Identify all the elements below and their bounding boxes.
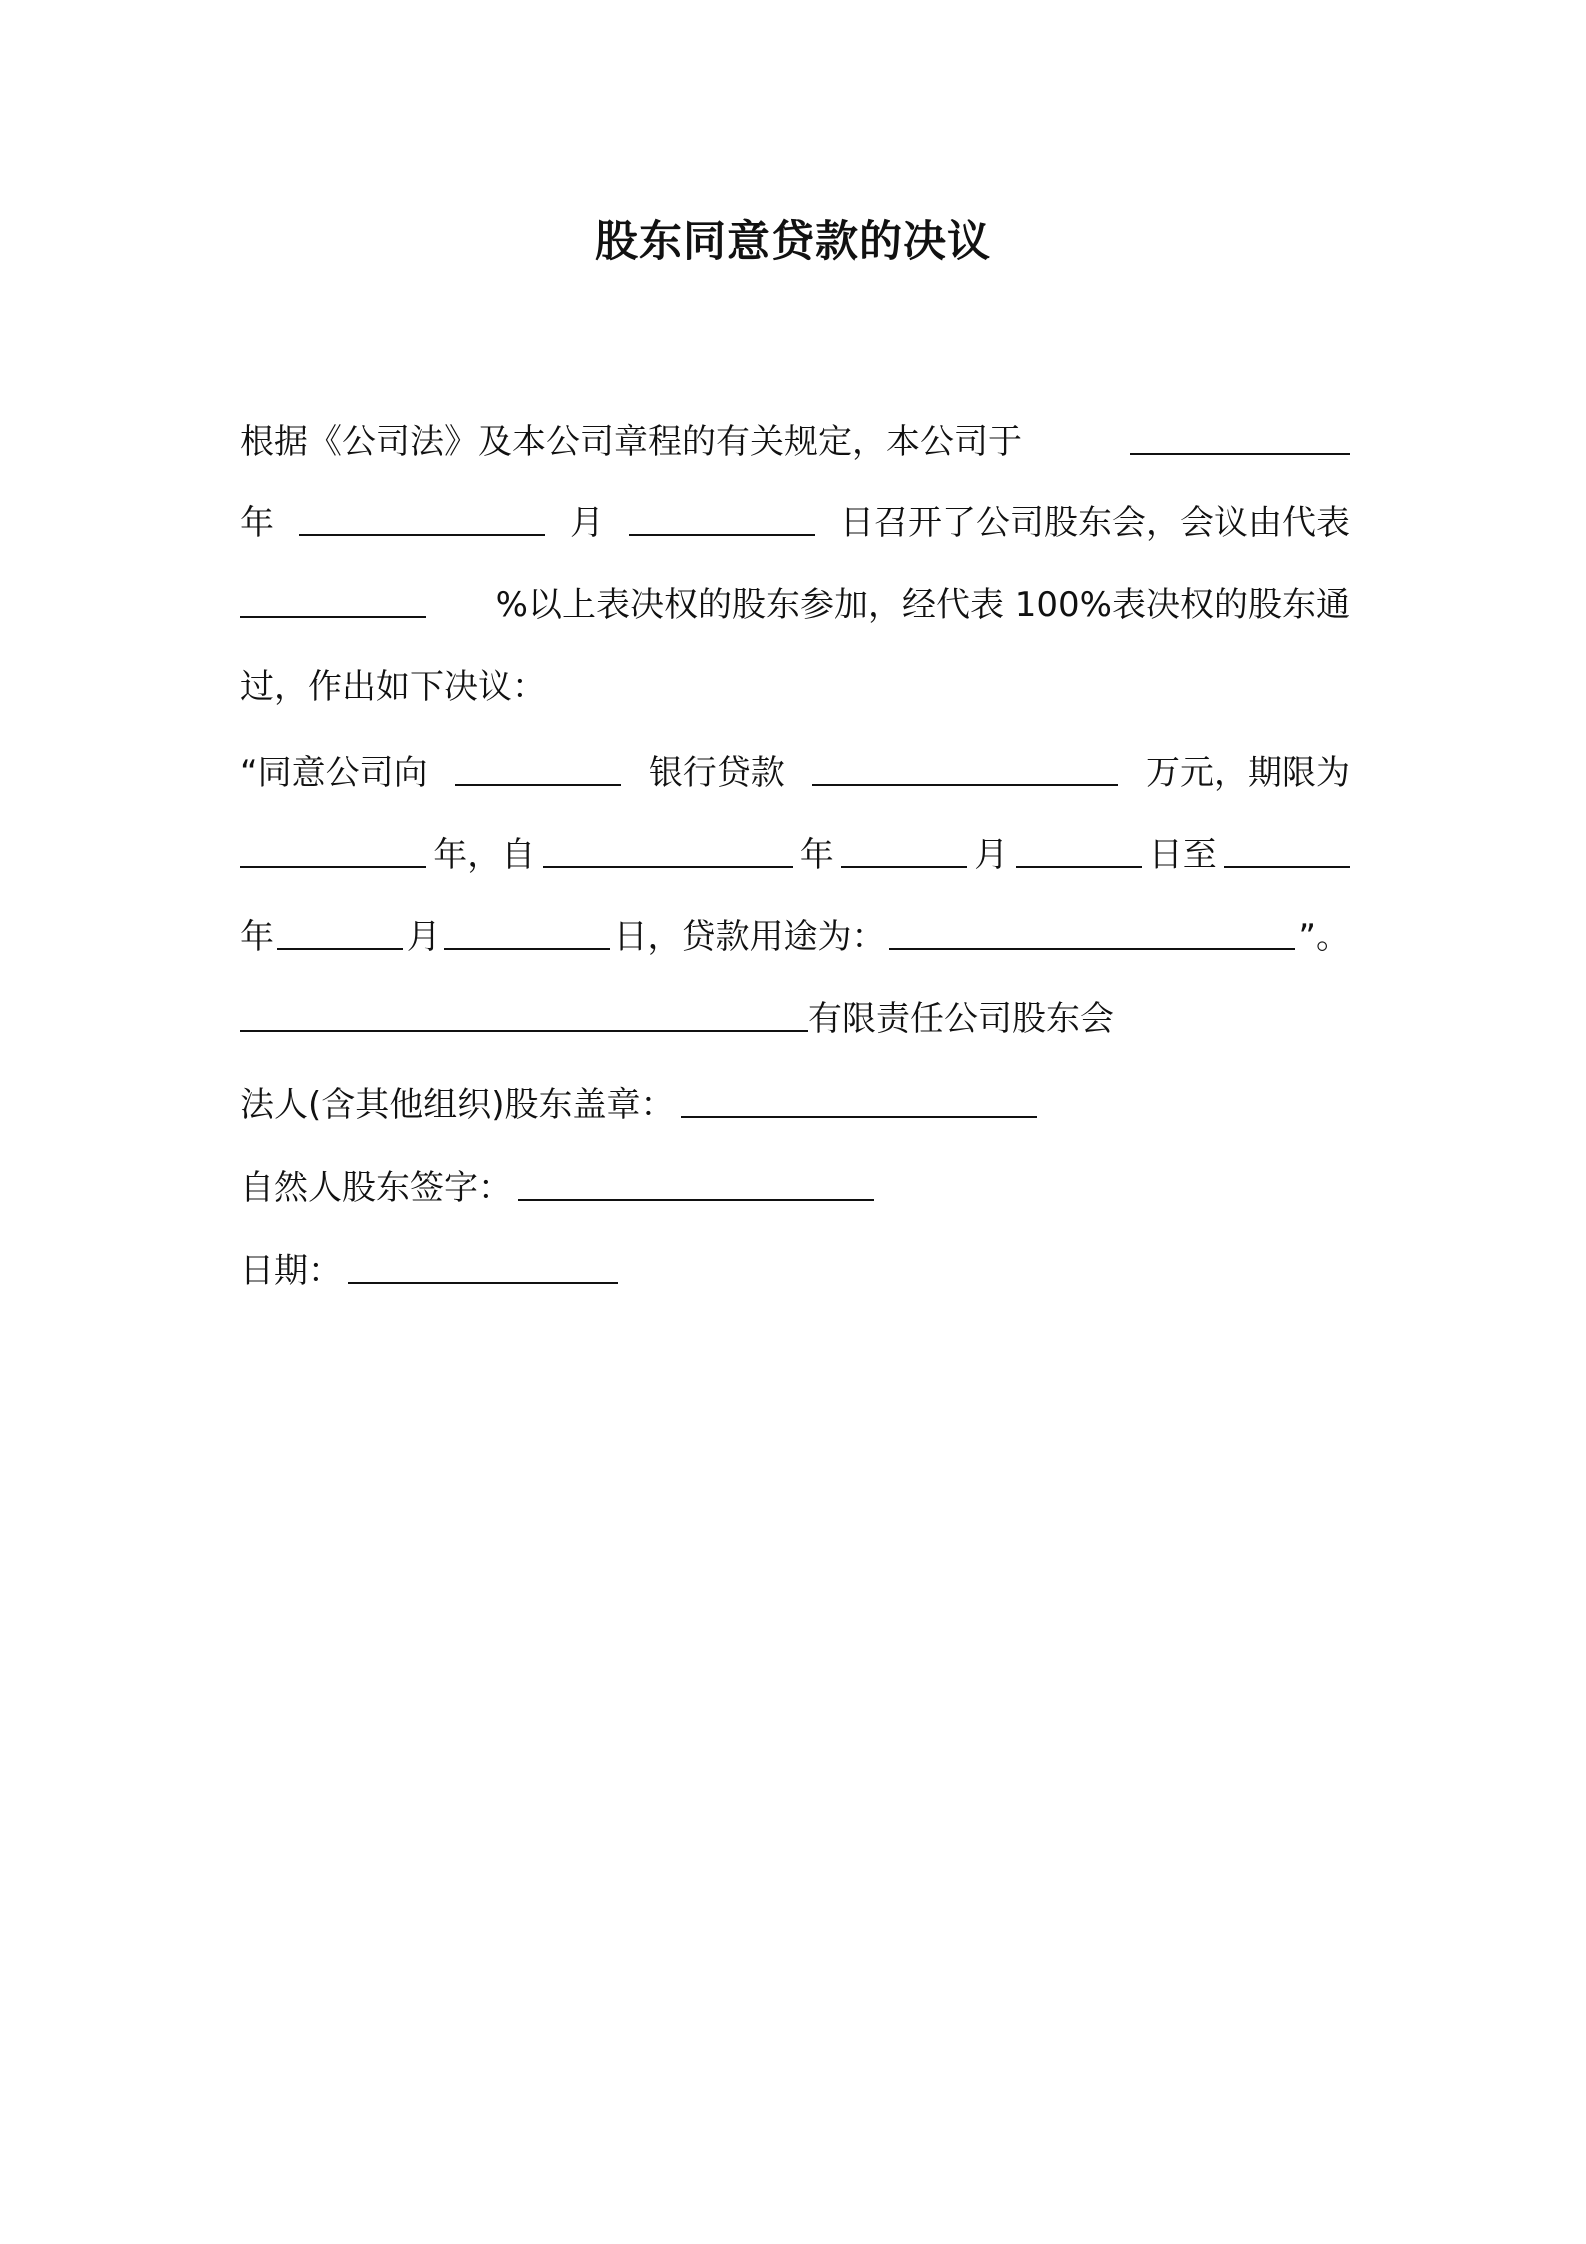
resolution-line1 [240,745,1350,801]
meeting-year-blank[interactable] [1130,423,1350,455]
paragraph1-line2 [240,495,1350,551]
paragraph1-line1-text: 根据《公司法》及本公司章程的有关规定，本公司于 [240,422,1022,462]
meeting-day-blank[interactable] [629,504,815,536]
start-month-label: 月 [974,835,1009,875]
loan-amount-blank[interactable] [812,754,1118,786]
resolution-open-text: “同意公司向 [240,753,428,793]
meeting-month-blank[interactable] [299,504,545,536]
paragraph1-line2-text: 日召开了公司股东会，会议由代表 [840,503,1350,543]
paragraph1-line3 [240,577,1350,633]
natural-person-line [240,1160,1350,1216]
legal-person-line [240,1077,1350,1133]
paragraph1-line1 [240,414,1350,470]
company-line [240,991,1350,1047]
loan-purpose-text: 日，贷款用途为： [613,917,886,957]
paragraph1-line4-text: 过，作出如下决议： [240,667,546,707]
start-month-blank[interactable] [841,836,967,868]
start-day-to-text: 日至 [1148,835,1217,875]
start-year-blank[interactable] [543,836,793,868]
legal-person-seal-blank[interactable] [681,1086,1037,1118]
term-years-text: 年，自 [433,835,536,875]
company-suffix-text: 有限责任公司股东会 [808,999,1114,1039]
bank-name-blank[interactable] [455,754,621,786]
end-day-blank[interactable] [444,918,610,950]
resolution-close-text: ”。 [1298,917,1350,957]
natural-person-signature-blank[interactable] [518,1169,874,1201]
bank-loan-text: 银行贷款 [648,753,785,793]
end-month-blank[interactable] [277,918,403,950]
month-label: 月 [570,503,604,543]
end-month-label: 月 [406,917,441,957]
loan-purpose-blank[interactable] [889,918,1295,950]
company-name-blank[interactable] [240,1000,808,1032]
resolution-line2 [240,827,1350,883]
voting-percent-blank[interactable] [240,586,426,618]
paragraph1-line3-text: %以上表决权的股东参加，经代表 100%表决权的股东通 [495,585,1350,625]
end-year-label: 年 [240,917,274,957]
legal-person-label: 法人(含其他组织)股东盖章： [240,1085,675,1125]
date-blank[interactable] [348,1252,618,1284]
natural-person-label: 自然人股东签字： [240,1168,512,1208]
loan-term-years-blank[interactable] [240,836,426,868]
loan-term-text: 万元，期限为 [1146,753,1350,793]
year-label: 年 [240,503,274,543]
date-line [240,1243,1350,1299]
start-year-label: 年 [799,835,834,875]
document-title: 股东同意贷款的决议 [595,217,991,267]
date-label: 日期： [240,1251,342,1291]
start-day-blank[interactable] [1016,836,1142,868]
end-year-blank[interactable] [1224,836,1350,868]
resolution-line3 [240,909,1350,965]
paragraph1-line4 [240,659,1350,715]
